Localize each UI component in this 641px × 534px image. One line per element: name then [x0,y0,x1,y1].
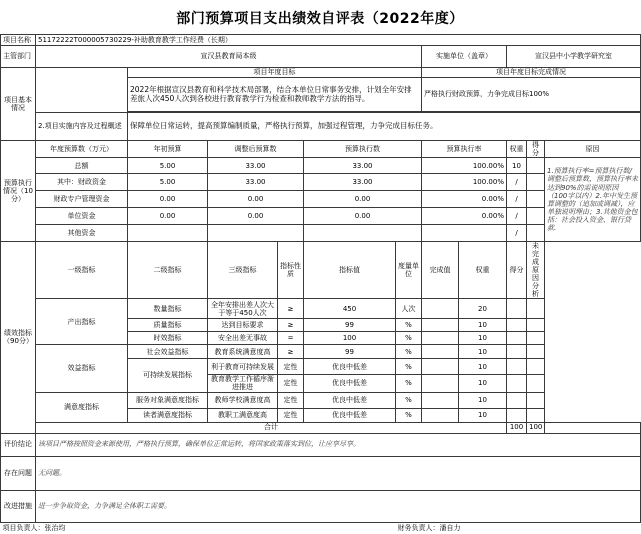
perf-head-5: 度量单位 [396,242,422,299]
perf-head-4: 指标值 [304,242,396,299]
dept-value: 宣汉县教育局本级 [36,46,422,68]
perf-value: 450 [304,299,396,319]
budget-executed: 0.00 [304,191,422,208]
perf-lvl3: 利于教育可持续发展 [208,359,278,375]
issues-text: 无问题。 [36,456,641,490]
budget-head-3: 预算执行数 [304,141,422,158]
perf-head-9: 未完成原因分析 [527,242,545,299]
perf-lvl3: 全年安排出差人次大于等于450人次 [208,299,278,319]
done-head: 项目年度目标完成情况 [422,68,641,78]
budget-score [527,158,545,174]
budget-head-2: 调整后预算数 [208,141,304,158]
perf-score [507,375,527,392]
unit-value: 宣汉县中小学教学研究室 [507,46,641,68]
budget-row-label: 财政专户管理资金 [36,191,128,208]
perf-done [422,392,459,408]
perf-weight: 10 [459,345,507,359]
budget-score [527,174,545,191]
budget-adjusted: 0.00 [208,191,304,208]
perf-value: 100 [304,332,396,345]
total-score: 100 [527,422,545,433]
perf-reason [527,345,545,359]
budget-adjusted [208,225,304,242]
perf-nature: ≥ [278,345,304,359]
perf-done [422,319,459,332]
total-weight: 100 [507,422,527,433]
perf-done [422,299,459,319]
perf-lvl3: 教育系统满意度高 [208,345,278,359]
perf-weight: 10 [459,319,507,332]
perf-reason [527,408,545,422]
perf-lvl2: 数量指标 [128,299,208,319]
perf-value: 优良中低差 [304,375,396,392]
perf-lvl1: 满意度指标 [36,392,128,422]
perf-head-2: 三级指标 [208,242,278,299]
budget-weight: / [507,174,527,191]
perf-nature: 定性 [278,408,304,422]
perf-reason [527,359,545,375]
evaluation-sheet [0,34,640,534]
budget-score [527,208,545,225]
budget-rate: 100.00% [422,174,507,191]
perf-lvl1: 产出指标 [36,299,128,345]
perf-score [507,332,527,345]
perf-score [507,359,527,375]
budget-score [527,191,545,208]
budget-head-0: 年度预算数（万元） [36,141,128,158]
budget-initial: 0.00 [128,191,208,208]
budget-row-label: 总额 [36,158,128,174]
budget-adjusted: 0.00 [208,208,304,225]
budget-executed: 33.00 [304,158,422,174]
perf-weight: 10 [459,408,507,422]
budget-executed: 0.00 [304,208,422,225]
budget-weight: / [507,225,527,242]
evaluation-table [0,34,641,534]
budget-rate: 100.00% [422,158,507,174]
budget-rate: 0.00% [422,208,507,225]
project-name-label: 项目名称 [1,35,36,46]
impl-text: 保障单位日常运转，提高预算编制质量，严格执行预算，加强过程管理，力争完成目标任务。 [128,113,641,141]
improvements-text: 进一步争取资金，力争满足全体职工需要。 [36,490,641,522]
budget-initial: 0.00 [128,208,208,225]
budget-row-label: 其他资金 [36,225,128,242]
improvements-label: 改进措施 [1,490,36,522]
perf-head-0: 一级指标 [36,242,128,299]
budget-executed [304,225,422,242]
budget-adjusted: 33.00 [208,174,304,191]
perf-lvl3: 安全出差无事故 [208,332,278,345]
perf-unit: % [396,319,422,332]
perf-score [507,392,527,408]
dept-label: 主管部门 [1,46,36,68]
perf-nature: ≥ [278,319,304,332]
budget-weight: / [507,208,527,225]
issues-label: 存在问题 [1,456,36,490]
perf-reason [527,299,545,319]
perf-unit: 人次 [396,299,422,319]
perf-done [422,408,459,422]
perf-done [422,375,459,392]
budget-row-label: 其中：财政资金 [36,174,128,191]
perf-unit: % [396,345,422,359]
budget-rate [422,225,507,242]
perf-head-6: 完成值 [422,242,459,299]
budget-head-6: 得分 [527,141,545,158]
perf-weight: 10 [459,392,507,408]
perf-lvl2: 可持续发展指标 [128,359,208,392]
budget-head-5: 权重 [507,141,527,158]
perf-weight: 10 [459,332,507,345]
perf-lvl3: 教育教学工作循序渐进推进 [208,375,278,392]
perf-unit: % [396,375,422,392]
perf-weight: 10 [459,375,507,392]
perf-reason [527,319,545,332]
project-lead: 项目负责人：张治均 [1,522,396,534]
perf-head-7: 权重 [459,242,507,299]
perf-weight: 10 [459,359,507,375]
budget-weight: / [507,191,527,208]
budget-score [527,225,545,242]
finance-lead: 财务负责人：潘自力 [396,522,641,534]
budget-executed: 33.00 [304,174,422,191]
perf-score [507,408,527,422]
perf-reason [527,392,545,408]
perf-reason [527,332,545,345]
budget-head-1: 年初预算 [128,141,208,158]
perf-nature: ≥ [278,299,304,319]
budget-initial: 5.00 [128,158,208,174]
perf-unit: % [396,392,422,408]
page-title: 部门预算项目支出绩效自评表（2022年度） [176,11,464,27]
perf-lvl2: 读者满意度指标 [128,408,208,422]
perf-section-label: 绩效指标（90分） [1,242,36,433]
perf-lvl2: 时效指标 [128,332,208,345]
perf-nature: 定性 [278,375,304,392]
yearly-target-head: 项目年度目标 [128,68,422,78]
perf-weight: 20 [459,299,507,319]
budget-section-label: 预算执行情况（10分） [1,141,36,242]
perf-score [507,299,527,319]
perf-value: 99 [304,345,396,359]
budget-rate: 0.00% [422,191,507,208]
perf-done [422,359,459,375]
perf-nature: 定性 [278,359,304,375]
perf-lvl2: 质量指标 [128,319,208,332]
perf-done [422,332,459,345]
perf-value: 优良中低差 [304,392,396,408]
project-name-value: 51172222T000005730229-补助教育教学工作经费（长期） [36,35,641,46]
perf-lvl3: 教职工满意度高 [208,408,278,422]
budget-initial [128,225,208,242]
budget-reason: 1.预算执行率=预算执行数/调整后预算数，预算执行率未达到90%的需说明原因（100字以内）2.年中发生预算调整的（追加或调减），应单独说明理由；3.其他资金包括：社会投入资金、银行贷款. [545,158,641,242]
conclusion-label: 评价结论 [1,433,36,456]
budget-adjusted: 33.00 [208,158,304,174]
perf-score [507,319,527,332]
budget-head-7: 原因 [545,141,641,158]
yearly-done-text: 严格执行财政预算，力争完成目标100% [422,78,641,112]
yearly-target-text: 2022年根据宣汉县教育和科学技术局部署，结合本单位日常事务安排，计划全年安排差旅人次450人次到各校进行教育教学行为检查和教师教学方法的指导。 [128,78,422,112]
budget-row-label: 单位资金 [36,208,128,225]
perf-done [422,345,459,359]
perf-lvl3: 教师学校满意度高 [208,392,278,408]
perf-nature: = [278,332,304,345]
budget-weight: 10 [507,158,527,174]
perf-value: 优良中低差 [304,359,396,375]
perf-lvl2: 社会效益指标 [128,345,208,359]
perf-unit: % [396,332,422,345]
perf-value: 优良中低差 [304,408,396,422]
budget-head-4: 预算执行率 [422,141,507,158]
perf-lvl1: 效益指标 [36,345,128,392]
conclusion-text: 该项目严格按照资金来源使用，严格执行预算，确保单位正常运转，将国家政策落实到位，让应享尽享。 [36,433,641,456]
perf-head-3: 指标性质 [278,242,304,299]
perf-value: 99 [304,319,396,332]
impl-label: 2.项目实施内容及过程概述 [36,113,128,141]
perf-reason [527,375,545,392]
perf-score [507,345,527,359]
perf-nature: 定性 [278,392,304,408]
perf-lvl3: 达到目标要求 [208,319,278,332]
perf-lvl2: 服务对象满意度指标 [128,392,208,408]
total-label: 合计 [36,422,507,433]
perf-unit: % [396,359,422,375]
perf-head-1: 二级指标 [128,242,208,299]
budget-initial: 5.00 [128,174,208,191]
unit-label: 实施单位（盖章） [422,46,507,68]
goals-section-label: 项目基本情况 [1,68,36,141]
perf-head-8: 得分 [507,242,527,299]
perf-unit: % [396,408,422,422]
